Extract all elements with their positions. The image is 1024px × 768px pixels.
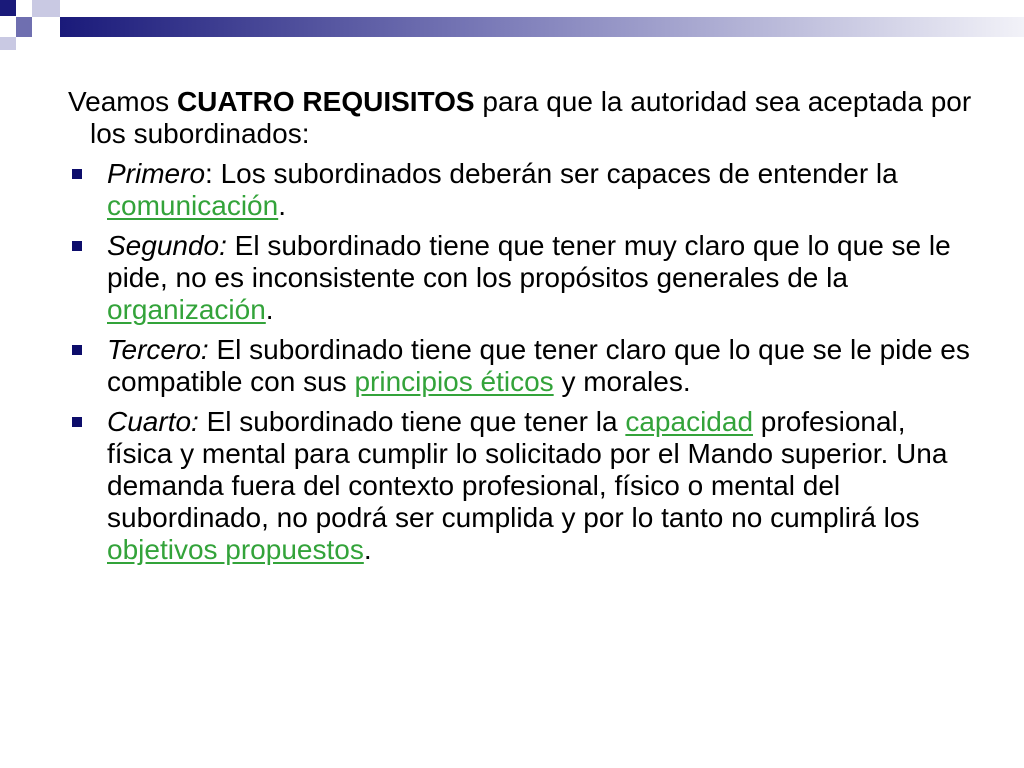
link-organizacion[interactable]: organización — [107, 294, 266, 325]
link-principios-eticos[interactable]: principios éticos — [354, 366, 554, 397]
item-text-end: . — [278, 190, 286, 221]
item-text-end: . — [363, 534, 372, 565]
header-decoration — [0, 0, 1024, 50]
item-text: : Los subordinados deberán ser capaces de entender la — [205, 158, 898, 189]
header-squares-graphic — [0, 0, 1024, 50]
item-lead: Cuarto: — [107, 406, 199, 437]
item-lead: Segundo: — [107, 230, 227, 261]
item-lead: Primero — [107, 158, 206, 189]
item-text-end: y morales. — [553, 366, 691, 397]
intro-text-after: para que la autoridad sea aceptada por los subordinados: — [90, 86, 972, 149]
item-text: El subordinado tiene que tener la — [198, 406, 626, 437]
square-bullet-icon — [72, 417, 82, 427]
list-item-tercero — [68, 334, 973, 398]
list-item-segundo — [68, 230, 973, 326]
item-lead: Tercero: — [107, 334, 209, 365]
intro-emphasis: CUATRO REQUISITOS — [176, 86, 475, 117]
slide-body — [68, 86, 973, 574]
requirements-list — [68, 158, 973, 566]
link-objetivos-propuestos[interactable]: objetivos propuestos — [107, 534, 364, 565]
item-text: El subordinado tiene que tener claro que lo que se le pide es compatible con sus — [107, 334, 970, 397]
link-capacidad[interactable]: capacidad — [625, 406, 754, 437]
intro-paragraph — [68, 86, 973, 150]
square-bullet-icon — [72, 345, 82, 355]
item-text: El subordinado tiene que tener muy claro que lo que se le pide, no es inconsistente con los propósitos generales de la — [107, 230, 951, 293]
item-text-end: . — [265, 294, 274, 325]
list-item-primero — [68, 158, 973, 222]
square-bullet-icon — [72, 241, 82, 251]
link-comunicacion[interactable]: comunicación — [107, 190, 279, 221]
item-text-middle: profesional, física y mental para cumplir lo solicitado por el Mando superior. Una demanda fuera del contexto profesional, físico o mental del subordinado, no podrá ser cumplida y por lo tanto no cumplirá los — [107, 406, 948, 533]
intro-text-before: Veamos — [68, 86, 177, 117]
list-item-cuarto — [68, 406, 973, 566]
square-bullet-icon — [72, 169, 82, 179]
